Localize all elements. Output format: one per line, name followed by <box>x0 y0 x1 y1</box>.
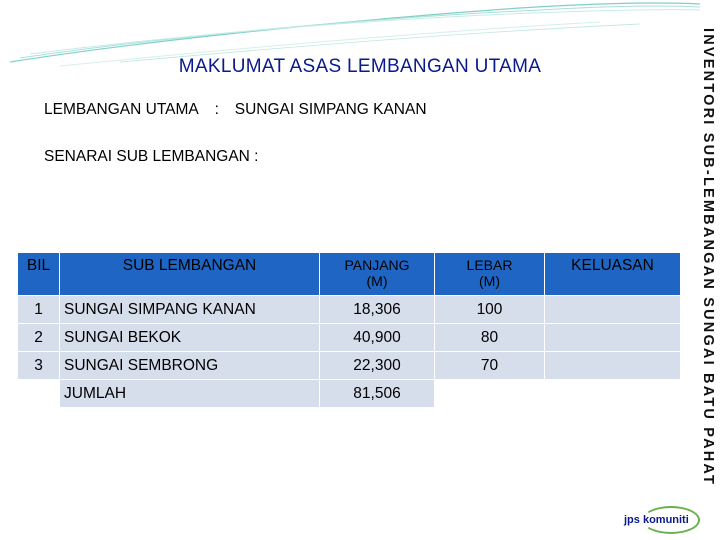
jps-komuniti-logo <box>622 502 700 536</box>
table-row <box>18 352 681 380</box>
row-keluasan <box>545 352 681 380</box>
row-lebar: 80 <box>435 324 545 352</box>
row-name: SUNGAI SIMPANG KANAN <box>60 296 320 324</box>
main-basin-value: SUNGAI SIMPANG KANAN <box>234 101 427 118</box>
row-panjang: 18,306 <box>320 296 435 324</box>
page-title: MAKLUMAT ASAS LEMBANGAN UTAMA <box>178 56 542 77</box>
table-row <box>18 324 681 352</box>
table-total-row <box>18 380 681 408</box>
header-keluasan: KELUASAN <box>545 253 681 296</box>
row-lebar: 100 <box>435 296 545 324</box>
row-lebar: 70 <box>435 352 545 380</box>
row-name: SUNGAI BEKOK <box>60 324 320 352</box>
table-header-row <box>18 253 681 296</box>
table-row <box>18 296 681 324</box>
row-keluasan <box>545 296 681 324</box>
header-bil: BIL <box>18 253 60 296</box>
subbasin-list-label: SENARAI SUB LEMBANGAN : <box>44 148 259 165</box>
row-keluasan <box>545 324 681 352</box>
logo-text: jps komuniti <box>624 514 689 526</box>
row-panjang: 22,300 <box>320 352 435 380</box>
row-bil: 1 <box>18 296 60 324</box>
header-sub-lembangan: SUB LEMBANGAN <box>60 253 320 296</box>
total-label: JUMLAH <box>60 380 320 408</box>
row-panjang: 40,900 <box>320 324 435 352</box>
main-basin-label: LEMBANGAN UTAMA <box>44 101 199 118</box>
side-banner-text: INVENTORI SUB-LEMBANGAN SUNGAI BATU PAHAT <box>700 28 716 487</box>
header-lebar: LEBAR (M) <box>435 253 545 296</box>
total-empty <box>545 380 681 408</box>
main-basin-separator: : <box>214 101 219 118</box>
subbasin-table <box>17 252 681 408</box>
total-panjang: 81,506 <box>320 380 435 408</box>
row-name: SUNGAI SEMBRONG <box>60 352 320 380</box>
total-empty <box>435 380 545 408</box>
row-bil: 3 <box>18 352 60 380</box>
row-bil: 2 <box>18 324 60 352</box>
total-empty <box>18 380 60 408</box>
header-panjang: PANJANG (M) <box>320 253 435 296</box>
main-basin-line <box>44 101 427 119</box>
